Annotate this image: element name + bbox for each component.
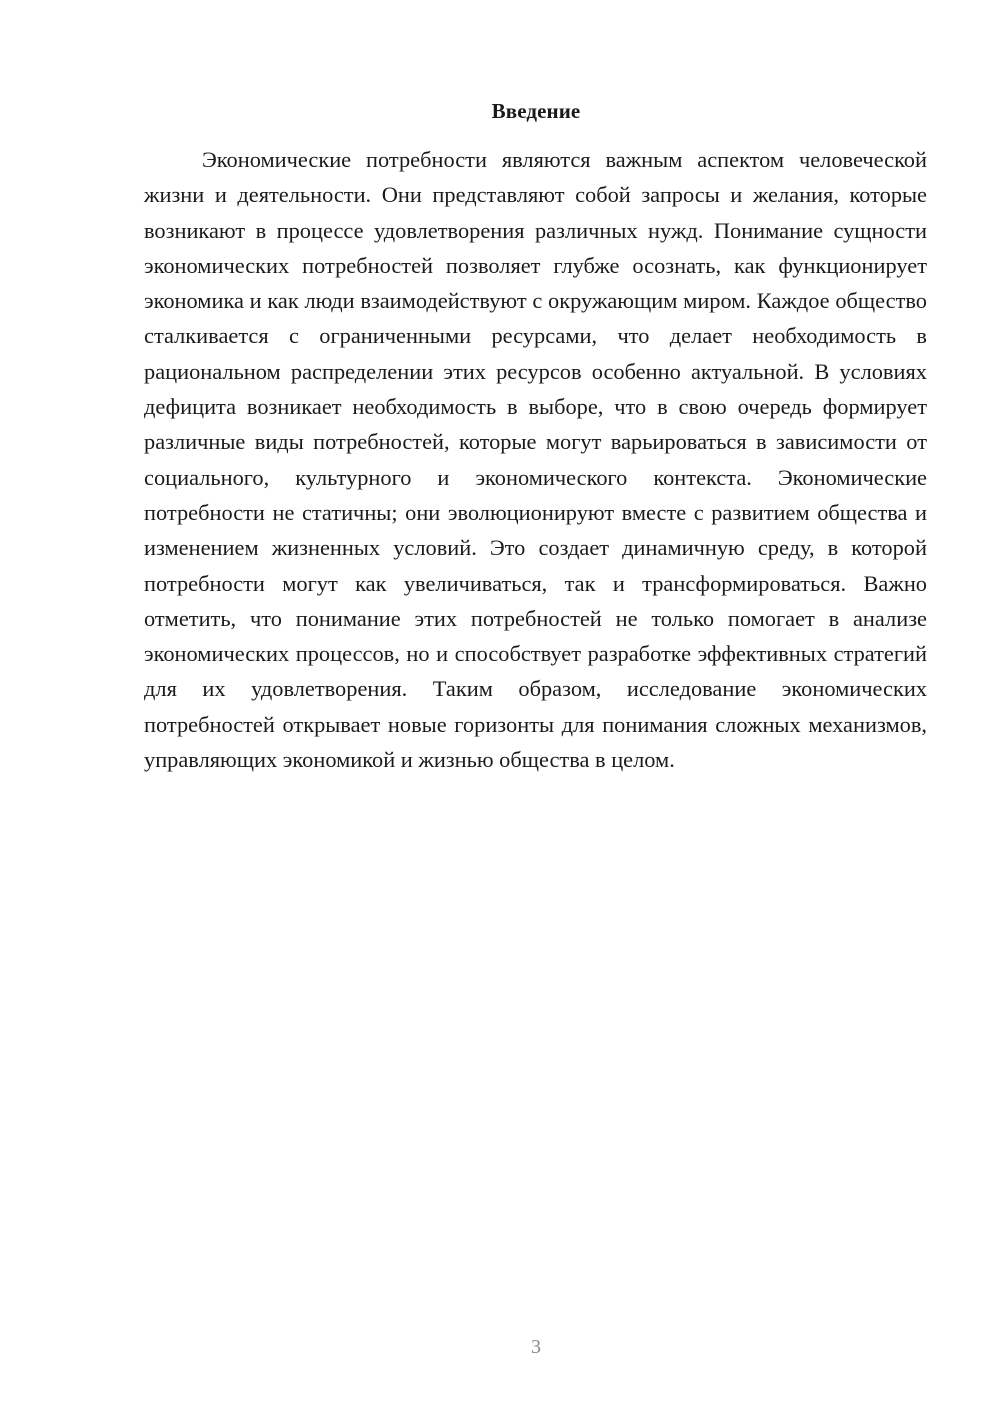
page-number: 3 — [531, 1336, 541, 1358]
section-heading: Введение — [491, 99, 581, 123]
body-paragraph: Экономические потребности являются важным аспектом человеческой жизни и деятельности. Они представляют собой запросы и желания, которые возникают в процессе удовлетворения различных нужд. Понимание сущности экономических потребностей позволяет глубже осознать, как функционирует экономика и как люди взаимодействуют с окружающим миром. Каждое общество сталкивается с ограниченными ресурсами, что делает необходимость в рациональном распределении этих ресурсов особенно актуальной. В условиях дефицита возникает необходимость в выборе, что в свою очередь формирует различные виды потребностей, которые могут варьироваться в зависимости от социального, культурного и экономического контекста. Экономические потребности не статичны; они эволюционируют вместе с развитием общества и изменением жизненных условий. Это создает динамичную среду, в которой потребности могут как увеличиваться, так и трансформироваться. Важно отметить, что понимание этих потребностей не только помогает в анализе экономических процессов, но и способствует разработке эффективных стратегий для их удовлетворения. Таким образом, исследование экономических потребностей открывает новые горизонты для понимания сложных механизмов, управляющих экономикой и жизнью общества в целом. — [144, 147, 927, 773]
